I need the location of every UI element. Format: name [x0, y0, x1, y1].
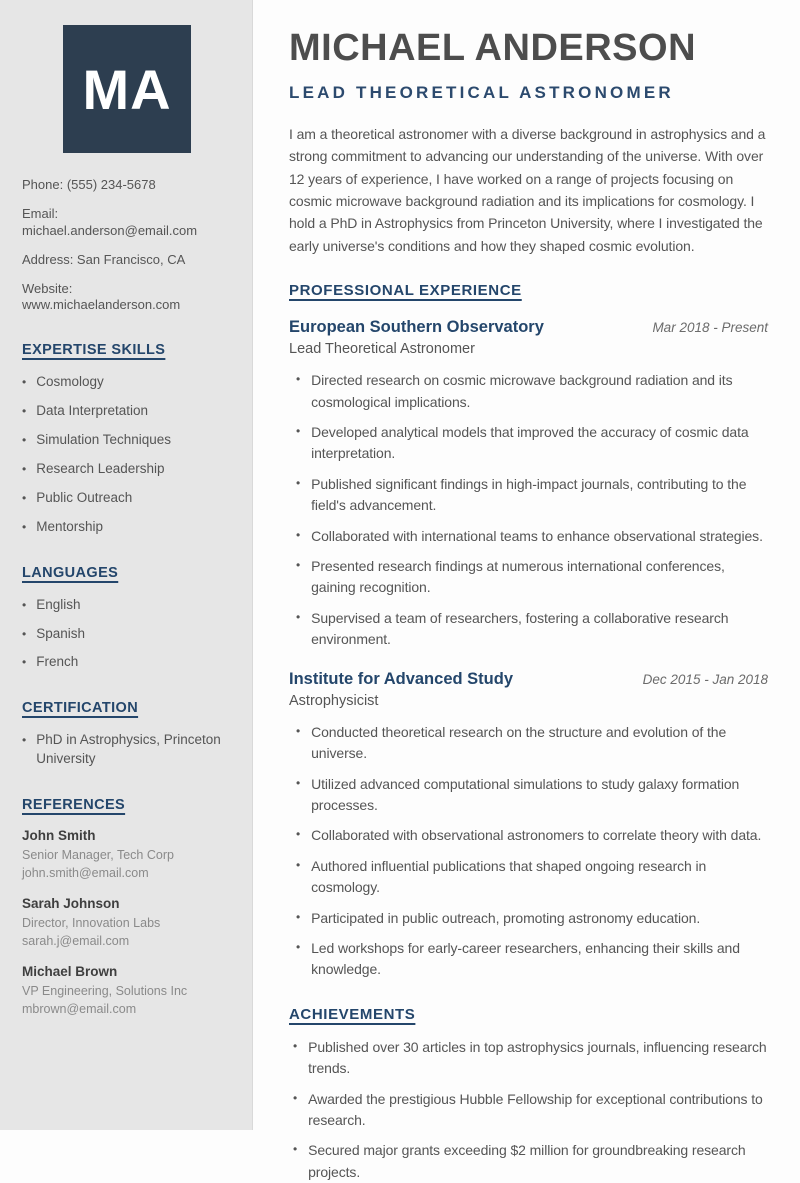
- job-bullet: [289, 825, 768, 846]
- expertise-skills-heading: EXPERTISE SKILLS: [22, 342, 166, 359]
- contact-line: Phone: (555) 234-5678: [22, 177, 156, 192]
- bullet-icon: •: [296, 909, 301, 924]
- bullet-icon: •: [293, 1142, 298, 1157]
- job-bullet-text: Directed research on cosmic microwave background radiation and its cosmological implications.: [311, 372, 733, 410]
- job-bullet-text: Conducted theoretical research on the structure and evolution of the universe.: [311, 723, 727, 762]
- job-bullet: [289, 608, 768, 651]
- bullet-icon: •: [22, 733, 27, 748]
- language-label: Spanish: [36, 625, 85, 641]
- bullet-icon: •: [22, 519, 27, 534]
- achievements-list: [289, 1037, 768, 1183]
- main-content: [253, 0, 800, 1180]
- job-bullet: [289, 908, 768, 929]
- reference-role: VP Engineering, Solutions Inc: [22, 984, 188, 999]
- skill-item: [22, 402, 232, 421]
- certification-label: PhD in Astrophysics, Princeton University: [36, 732, 221, 767]
- bullet-icon: •: [296, 424, 301, 439]
- languages-list: [22, 596, 232, 673]
- job-bullet: [289, 856, 768, 899]
- job-bullet: [289, 474, 768, 517]
- summary-paragraph: I am a theoretical astronomer with a diverse background in astrophysics and a strong commitment to advancing our understanding of the universe. With over 12 years of experience, I have worked on a range of projects focusing on cosmic microwave background radiation and its implications for cosmology. I hold a PhD in Astrophysics from Princeton University, where I investigated the early universe's conditions and how they shaped cosmic evolution.: [289, 125, 766, 254]
- experience-list: [289, 318, 768, 981]
- reference-email: john.smith@email.com: [22, 865, 149, 880]
- job-bullet: [289, 774, 768, 817]
- bullet-icon: •: [296, 527, 301, 542]
- experience-entry: [289, 670, 768, 981]
- skill-label: Cosmology: [36, 374, 104, 390]
- bullet-icon: •: [296, 723, 301, 738]
- company-name: Institute for Advanced Study: [289, 669, 513, 688]
- bullet-icon: •: [296, 558, 301, 573]
- section-certification: [22, 700, 232, 769]
- language-label: French: [36, 654, 79, 670]
- contact-line: Email: michael.anderson@email.com: [22, 205, 198, 238]
- reference-role: Senior Manager, Tech Corp: [22, 848, 174, 863]
- job-bullet: [289, 556, 768, 599]
- reference-name: Michael Brown: [22, 964, 118, 980]
- skill-item: [22, 489, 232, 508]
- job-bullet: [289, 422, 768, 465]
- achievement-text: Secured major grants exceeding $2 million for groundbreaking research projects.: [308, 1142, 746, 1180]
- bullet-icon: •: [22, 626, 27, 641]
- bullet-icon: •: [296, 939, 301, 954]
- skill-label: Public Outreach: [36, 489, 133, 505]
- section-expertise-skills: [22, 342, 232, 536]
- language-item: [22, 596, 232, 615]
- certification-heading: CERTIFICATION: [22, 700, 139, 717]
- skill-label: Mentorship: [36, 518, 103, 534]
- bullet-icon: •: [296, 827, 301, 842]
- skill-item: [22, 460, 232, 479]
- certification-list: [22, 731, 232, 769]
- job-bullet-text: Collaborated with international teams to enhance observational strategies.: [311, 527, 763, 544]
- bullet-icon: •: [296, 775, 301, 790]
- job-role: Lead Theoretical Astronomer: [289, 341, 475, 358]
- language-item: [22, 653, 232, 672]
- reference-name: Sarah Johnson: [22, 896, 120, 912]
- job-bullet: [289, 938, 768, 981]
- achievement-bullet: [289, 1089, 768, 1132]
- certification-item: [22, 731, 232, 769]
- job-bullet-text: Collaborated with observational astronomers to correlate theory with data.: [311, 827, 762, 844]
- references-heading: REFERENCES: [22, 797, 126, 814]
- section-languages: [22, 565, 232, 673]
- bullet-icon: •: [296, 609, 301, 624]
- date-range: Mar 2018 - Present: [652, 320, 768, 336]
- job-bullet: [289, 722, 768, 765]
- bullet-icon: •: [296, 372, 301, 387]
- job-bullet-text: Authored influential publications that shaped ongoing research in cosmology.: [311, 857, 707, 896]
- job-bullet-text: Supervised a team of researchers, fostering a collaborative research environment.: [311, 609, 729, 648]
- bullet-icon: •: [22, 462, 27, 477]
- skill-label: Simulation Techniques: [36, 432, 172, 448]
- reference-email: sarah.j@email.com: [22, 933, 130, 948]
- job-bullet-list: [289, 370, 768, 650]
- languages-heading: LANGUAGES: [22, 564, 119, 581]
- bullet-icon: •: [293, 1090, 298, 1105]
- bullet-icon: •: [22, 490, 27, 505]
- bullet-icon: •: [296, 475, 301, 490]
- job-role: Astrophysicist: [289, 692, 379, 709]
- contact-line: Website: www.michaelanderson.com: [22, 280, 181, 313]
- bullet-icon: •: [293, 1038, 298, 1053]
- achievement-text: Published over 30 articles in top astrophysics journals, influencing research trends.: [308, 1038, 767, 1077]
- job-bullet-text: Participated in public outreach, promoting astronomy education.: [311, 909, 701, 926]
- achievement-bullet: [289, 1037, 768, 1080]
- achievement-bullet: [289, 1140, 768, 1183]
- date-range: Dec 2015 - Jan 2018: [642, 671, 768, 687]
- reference-email: mbrown@email.com: [22, 1001, 137, 1016]
- candidate-headline: LEAD THEORETICAL ASTRONOMER: [289, 82, 674, 102]
- contact-info: [22, 177, 232, 314]
- language-item: [22, 625, 232, 644]
- reference-name: John Smith: [22, 828, 96, 844]
- achievement-text: Awarded the prestigious Hubble Fellowship for exceptional contributions to research.: [308, 1090, 763, 1128]
- skill-item: [22, 373, 232, 392]
- experience-heading: PROFESSIONAL EXPERIENCE: [289, 282, 522, 300]
- experience-entry-header: [289, 318, 768, 337]
- bullet-icon: •: [296, 857, 301, 872]
- skill-label: Data Interpretation: [36, 403, 149, 419]
- monogram-badge: [63, 25, 191, 153]
- job-bullet-text: Utilized advanced computational simulations to study galaxy formation processes.: [311, 775, 740, 813]
- achievements-heading: ACHIEVEMENTS: [289, 1005, 416, 1023]
- bullet-icon: •: [22, 404, 27, 419]
- skill-item: [22, 518, 232, 537]
- expertise-skills-list: [22, 373, 232, 536]
- references-list: [22, 828, 232, 1018]
- job-bullet-text: Published significant findings in high-impact journals, contributing to the field's advancement.: [311, 475, 747, 514]
- reference-card: [22, 964, 232, 1018]
- skill-label: Research Leadership: [36, 461, 165, 477]
- job-bullet-text: Developed analytical models that improved the accuracy of cosmic data interpretation.: [311, 424, 749, 462]
- bullet-icon: •: [22, 597, 27, 612]
- job-bullet-text: Led workshops for early-career researchers, enhancing their skills and knowledge.: [311, 939, 740, 978]
- sidebar: [0, 0, 253, 1130]
- job-bullet: [289, 526, 768, 547]
- reference-card: [22, 828, 232, 882]
- experience-entry-header: [289, 670, 768, 689]
- bullet-icon: •: [22, 375, 27, 390]
- reference-role: Director, Innovation Labs: [22, 916, 161, 931]
- company-name: European Southern Observatory: [289, 318, 544, 337]
- section-references: [22, 797, 232, 1018]
- job-bullet: [289, 370, 768, 413]
- contact-line: Address: San Francisco, CA: [22, 251, 186, 267]
- language-label: English: [36, 596, 81, 612]
- experience-entry: [289, 318, 768, 650]
- bullet-icon: •: [22, 655, 27, 670]
- bullet-icon: •: [22, 433, 27, 448]
- job-bullet-text: Presented research findings at numerous international conferences, gaining recognition.: [311, 558, 725, 596]
- candidate-name: MICHAEL ANDERSON: [289, 27, 697, 69]
- job-bullet-list: [289, 722, 768, 981]
- skill-item: [22, 431, 232, 450]
- reference-card: [22, 896, 232, 950]
- monogram-initials: MA: [82, 57, 172, 121]
